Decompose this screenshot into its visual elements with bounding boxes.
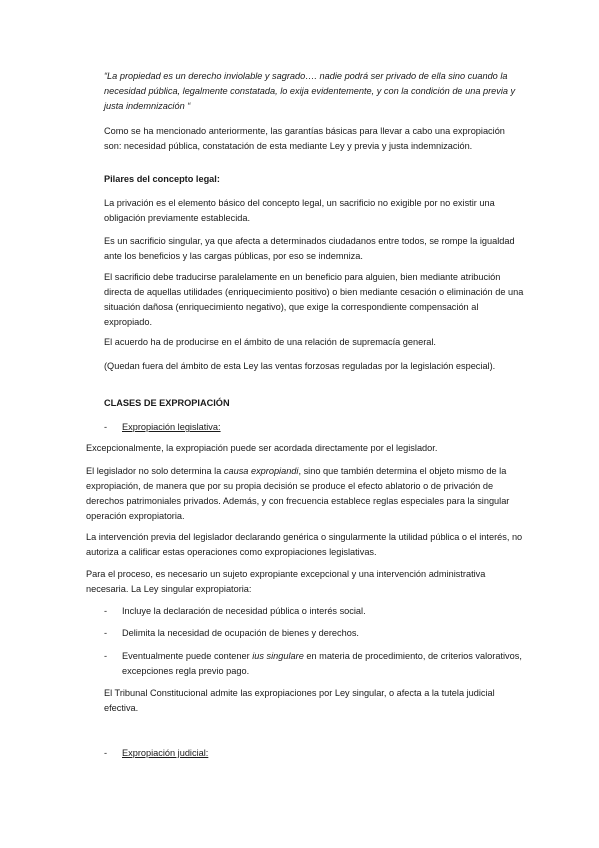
list-dash: -	[104, 606, 108, 616]
heading-expropiacion-judicial: Expropiación judicial:	[122, 748, 209, 758]
list-item: Delimita la necesidad de ocupación de bienes y derechos.	[122, 628, 359, 638]
paragraph-supremacia: El acuerdo ha de producirse en el ámbito de una relación de supremacía general.	[104, 337, 436, 347]
paragraph-intervencion-previa: La intervención previa del legislador declarando genérica o singularmente la utilidad pública o el interés, no autoriza a calificar estas operaciones como expropiaciones legislativas.	[86, 532, 523, 557]
paragraph-privacion: La privación es el elemento básico del concepto legal, un sacrificio no exigible por no existir una obligación previamente establecida.	[104, 198, 495, 223]
list-dash: -	[104, 651, 108, 661]
ius-singulare: ius singulare	[252, 651, 304, 661]
list-item: Eventualmente puede contener ius singulare en materia de procedimiento, de criterios valorativos, excepciones regla previo pago.	[122, 651, 522, 676]
paragraph-ventas-forzosas: (Quedan fuera del ámbito de esta Ley las ventas forzosas reguladas por la legislación especial).	[104, 361, 496, 371]
paragraph-proceso: Para el proceso, es necesario un sujeto expropiante excepcional y una intervención administrativa necesaria. La Ley singular expropiatoria:	[86, 569, 486, 594]
paragraph-excepcionalmente: Excepcionalmente, la expropiación puede ser acordada directamente por el legislador.	[86, 443, 438, 453]
paragraph-sacrificio-singular: Es un sacrificio singular, ya que afecta a determinados ciudadanos entre todos, se rompe la igualdad ante los beneficios y las cargas públicas, por eso se indemniza.	[104, 236, 515, 261]
causa-expropiandi: causa expropiandi	[223, 466, 299, 476]
paragraph-garantias: Como se ha mencionado anteriormente, las garantías básicas para llevar a cabo una expropiación son: necesidad pública, constatación de esta mediante Ley y previa y justa indemnización.	[104, 126, 505, 151]
quote-paragraph: “La propiedad es un derecho inviolable y sagrado…. nadie podrá ser privado de ella sino cuando la necesidad pública, legalmente constatada, lo exija evidentemente, y con la condición de una previa y justa indemnización “	[104, 71, 516, 111]
list-dash: -	[104, 422, 108, 432]
list-item: Incluye la declaración de necesidad pública o interés social.	[122, 606, 366, 616]
list-dash: -	[104, 628, 108, 638]
paragraph-tribunal-constitucional: El Tribunal Constitucional admite las expropiaciones por Ley singular, o afecta a la tutela judicial efectiva.	[104, 688, 495, 713]
paragraph-beneficio: El sacrificio debe traducirse paralelamente en un beneficio para alguien, bien mediante atribución directa de aquellas utilidades (enriquecimiento positivo) o bien mediante cesación o eliminación de una situación dañosa (enriquecimiento negativo), que exige la correspondiente compensación al expropiado.	[104, 272, 524, 327]
heading-expropiacion-legislativa: Expropiación legislativa:	[122, 422, 221, 432]
heading-clases: CLASES DE EXPROPIACIÓN	[104, 398, 230, 408]
heading-pilares: Pilares del concepto legal:	[104, 174, 220, 184]
paragraph-legislador: El legislador no solo determina la causa expropiandi, sino que también determina el objeto mismo de la expropiación, de manera que por su propia decisión se produce el efecto ablatorio o de privación de derechos patrimoniales privados. Además, y con frecuencia establece reglas especiales para la singular operación expropiatoria.	[86, 466, 510, 521]
list-dash: -	[104, 748, 108, 758]
